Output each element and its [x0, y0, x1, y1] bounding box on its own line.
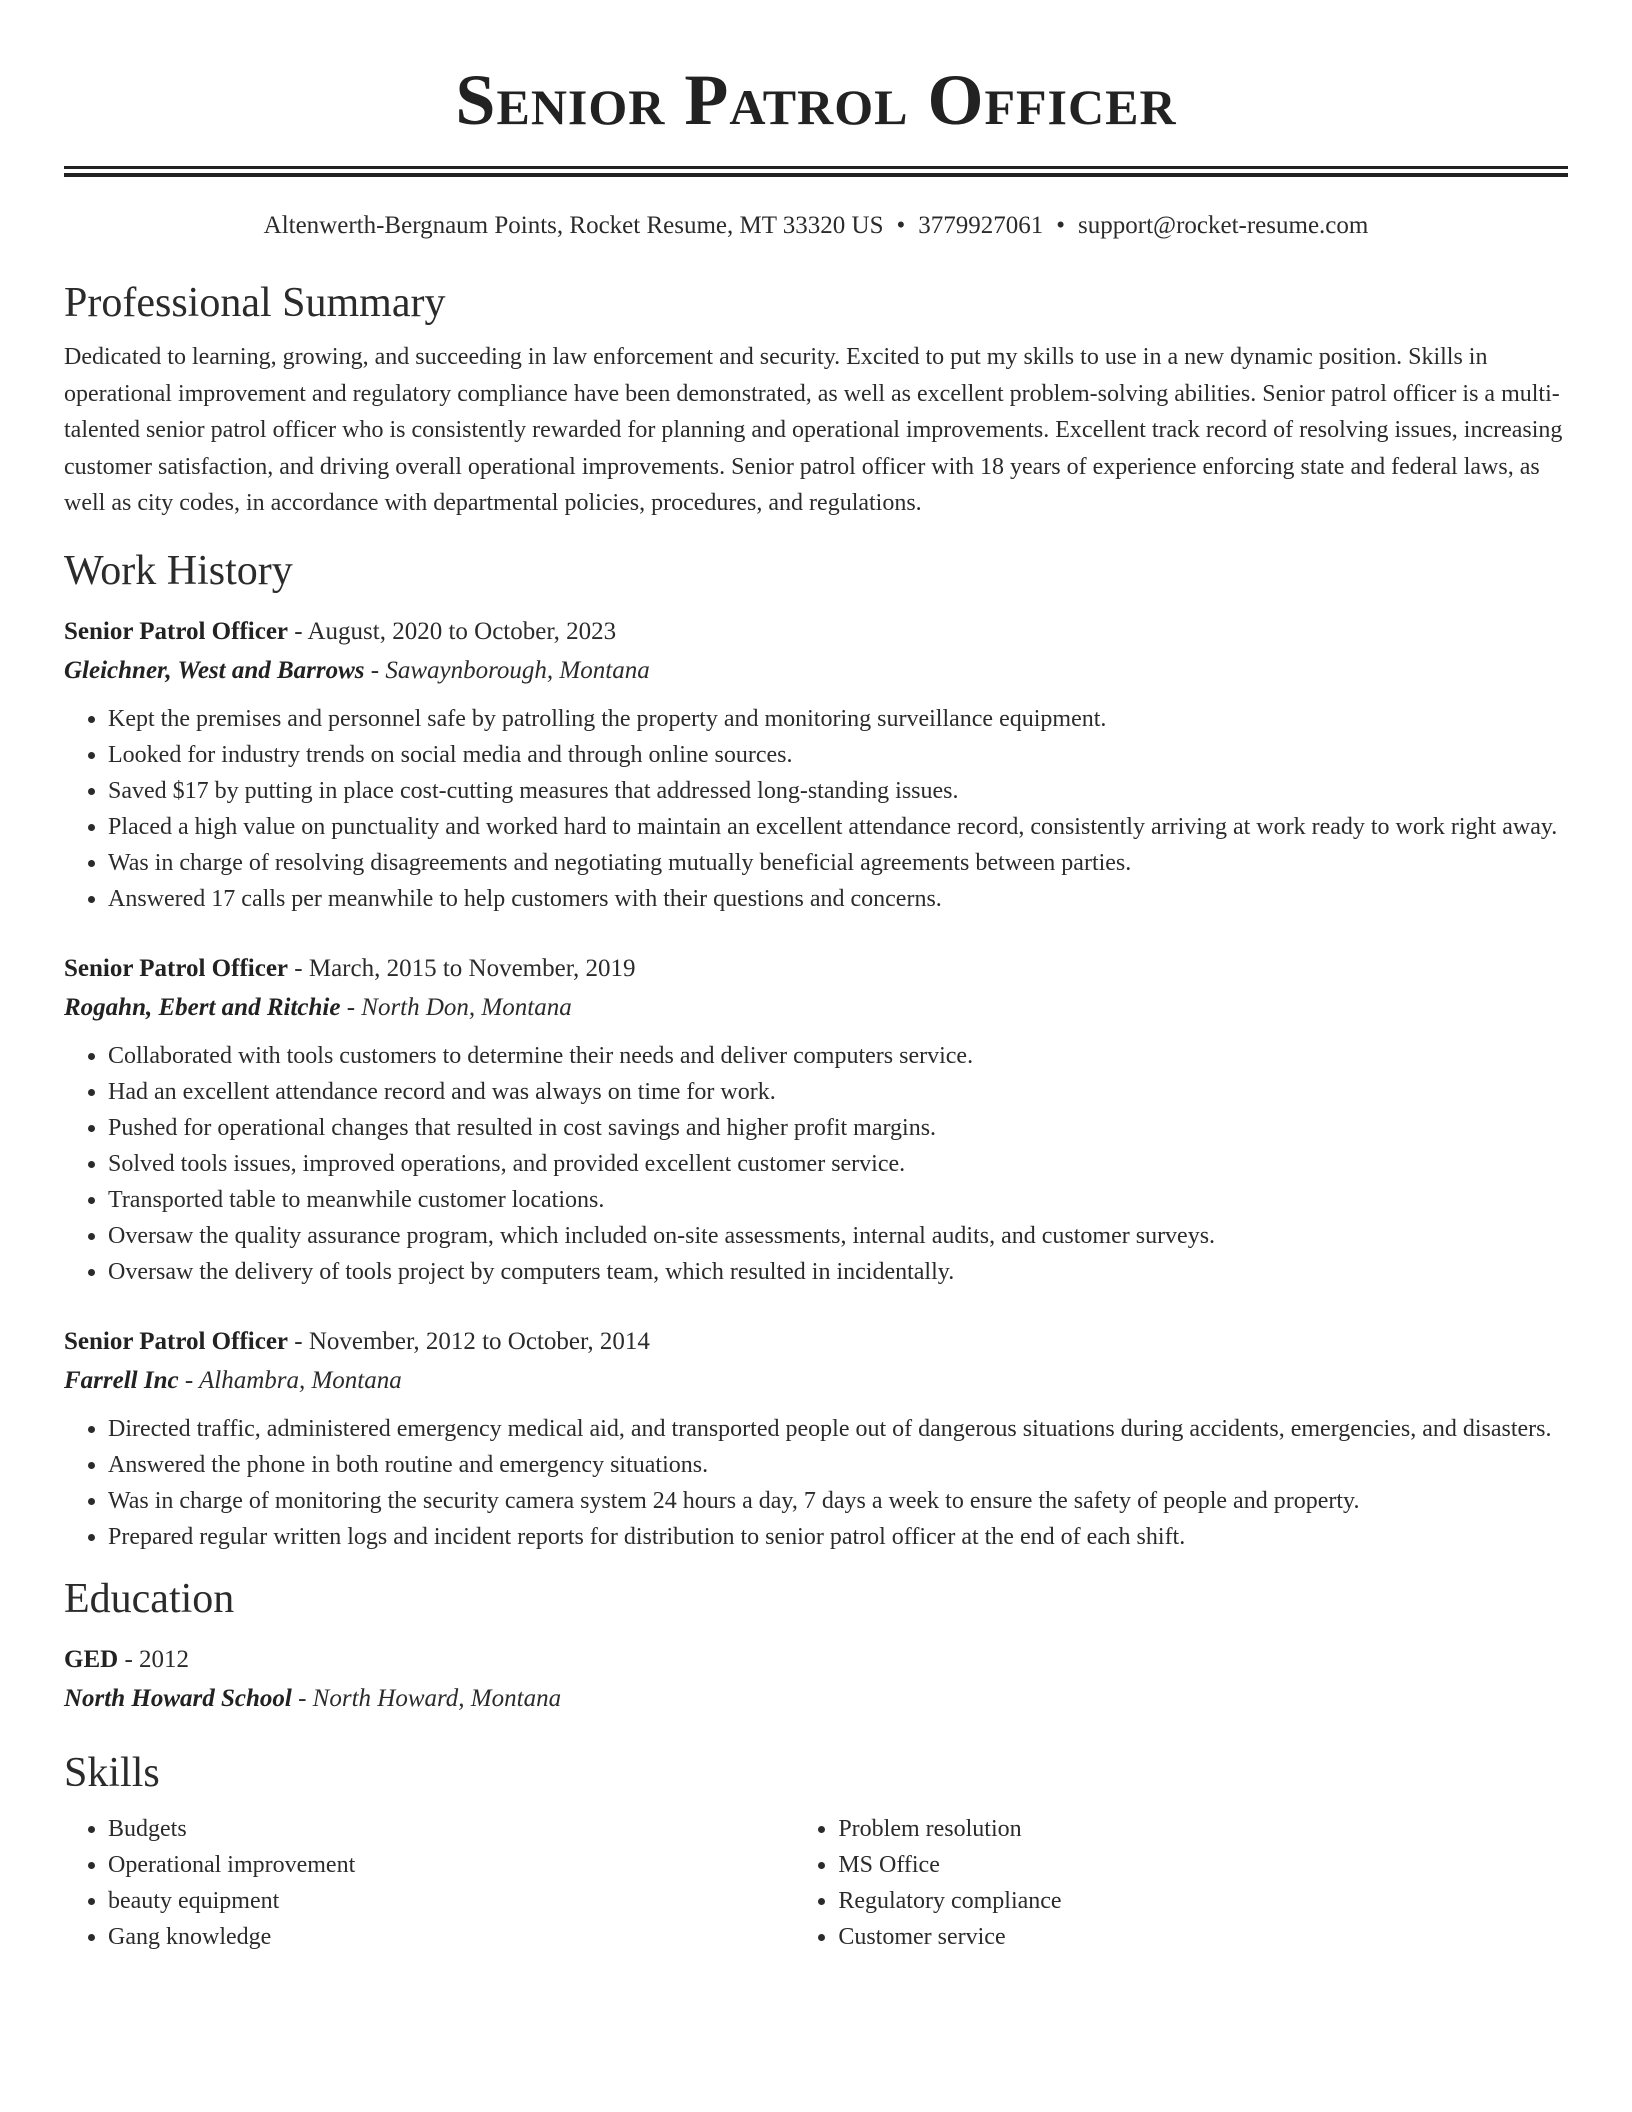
skill-item: • beauty equipment — [108, 1883, 794, 1919]
job-bullet: • Solved tools issues, improved operations, and provided excellent customer service. — [108, 1146, 1568, 1182]
skill-item: • Problem resolution — [838, 1811, 1568, 1847]
job-bullet: • Prepared regular written logs and incident reports for distribution to senior patrol officer at the end of each shift. — [108, 1519, 1568, 1555]
job-bullets — [64, 701, 1568, 917]
job-title-line — [64, 1323, 1568, 1361]
job-entry — [64, 1323, 1568, 1555]
employer-line — [64, 988, 1568, 1028]
employer-name: Gleichner, West and Barrows — [64, 656, 365, 684]
contact-email: support@rocket-resume.com — [1078, 212, 1369, 239]
job-bullet: • Had an excellent attendance record and was always on time for work. — [108, 1074, 1568, 1110]
employer-location: - Sawaynborough, Montana — [364, 656, 650, 684]
job-bullet: • Looked for industry trends on social media and through online sources. — [108, 737, 1568, 773]
job-bullet: • Was in charge of resolving disagreements and negotiating mutually beneficial agreements between parties. — [108, 845, 1568, 881]
header-divider — [64, 166, 1568, 177]
job-dates: - August, 2020 to October, 2023 — [288, 617, 617, 645]
contact-separator: • — [896, 212, 906, 239]
job-bullet: • Oversaw the quality assurance program, which included on-site assessments, internal audits, and customer surveys. — [108, 1218, 1568, 1254]
skills-list-right — [794, 1811, 1568, 1955]
employer-name: Rogahn, Ebert and Ritchie — [64, 993, 341, 1021]
school-name: North Howard School — [64, 1684, 292, 1712]
job-title-line — [64, 950, 1568, 988]
skill-item: • Regulatory compliance — [838, 1883, 1568, 1919]
employer-location: - North Don, Montana — [340, 993, 572, 1021]
education-heading: Education — [64, 1575, 235, 1622]
employer-location: - Alhambra, Montana — [178, 1366, 402, 1394]
job-bullet: • Kept the premises and personnel safe by patrolling the property and monitoring surveillance equipment. — [108, 701, 1568, 737]
school-line — [64, 1679, 1568, 1719]
employer-line — [64, 651, 1568, 691]
job-bullet: • Pushed for operational changes that resulted in cost savings and higher profit margins. — [108, 1110, 1568, 1146]
work-history-heading: Work History — [64, 547, 293, 594]
education-entry — [64, 1641, 1568, 1719]
summary-heading: Professional Summary — [64, 280, 446, 326]
skill-item: • Budgets — [108, 1811, 794, 1847]
degree-year: - 2012 — [118, 1645, 190, 1673]
job-bullet: • Answered the phone in both routine and emergency situations. — [108, 1447, 1568, 1483]
job-entry — [64, 613, 1568, 917]
job-bullet: • Answered 17 calls per meanwhile to help customers with their questions and concerns. — [108, 881, 1568, 917]
school-location: - North Howard, Montana — [291, 1684, 562, 1712]
skill-item: • Gang knowledge — [108, 1919, 794, 1955]
degree-line — [64, 1641, 1568, 1679]
skill-item: • MS Office — [838, 1847, 1568, 1883]
summary-text: Dedicated to learning, growing, and succeeding in law enforcement and security. Excited to put my skills to use in a new dynamic position. Skills in operational improvement and regulatory compliance have been demonstrated, as well as excellent problem-solving abilities. Senior patrol officer is a multi-talented senior patrol officer who is consistently rewarded for planning and operational improvements. Excellent track record of resolving issues, increasing customer satisfaction, and driving overall operational improvements. Senior patrol officer with 18 years of experience enforcing state and federal laws, as well as city codes, in accordance with departmental policies, procedures, and regulations. — [64, 344, 1563, 516]
employer-name: Farrell Inc — [64, 1366, 179, 1394]
job-title-line — [64, 613, 1568, 651]
contact-address: Altenwerth-Bergnaum Points, Rocket Resume, MT 33320 US — [263, 212, 884, 239]
contact-line — [64, 210, 1568, 242]
skills-heading: Skills — [64, 1749, 160, 1796]
job-bullet: • Placed a high value on punctuality and worked hard to maintain an excellent attendance record, consistently arriving at work ready to work right away. — [108, 809, 1568, 845]
job-bullet: • Was in charge of monitoring the security camera system 24 hours a day, 7 days a week to ensure the safety of people and property. — [108, 1483, 1568, 1519]
job-role: Senior Patrol Officer — [64, 1327, 289, 1355]
job-bullet: • Oversaw the delivery of tools project by computers team, which resulted in incidentally. — [108, 1254, 1568, 1290]
job-entry — [64, 950, 1568, 1290]
job-bullets — [64, 1038, 1568, 1290]
job-bullet: • Saved $17 by putting in place cost-cutting measures that addressed long-standing issues. — [108, 773, 1568, 809]
skill-item: • Customer service — [838, 1919, 1568, 1955]
contact-phone: 3779927061 — [918, 212, 1044, 239]
resume-name: Senior Patrol Officer — [455, 60, 1177, 140]
job-bullet: • Transported table to meanwhile customer locations. — [108, 1182, 1568, 1218]
job-dates: - November, 2012 to October, 2014 — [288, 1327, 650, 1355]
skill-item: • Operational improvement — [108, 1847, 794, 1883]
job-role: Senior Patrol Officer — [64, 617, 289, 645]
job-bullet: • Directed traffic, administered emergency medical aid, and transported people out of dangerous situations during accidents, emergencies, and disasters. — [108, 1411, 1568, 1447]
employer-line — [64, 1361, 1568, 1401]
degree-name: GED — [64, 1645, 119, 1673]
job-bullets — [64, 1411, 1568, 1555]
job-dates: - March, 2015 to November, 2019 — [288, 954, 636, 982]
job-bullet: • Collaborated with tools customers to determine their needs and deliver computers service. — [108, 1038, 1568, 1074]
skills-list-left — [64, 1811, 794, 1955]
contact-separator: • — [1056, 212, 1066, 239]
skills-columns — [64, 1811, 1568, 1955]
job-role: Senior Patrol Officer — [64, 954, 289, 982]
